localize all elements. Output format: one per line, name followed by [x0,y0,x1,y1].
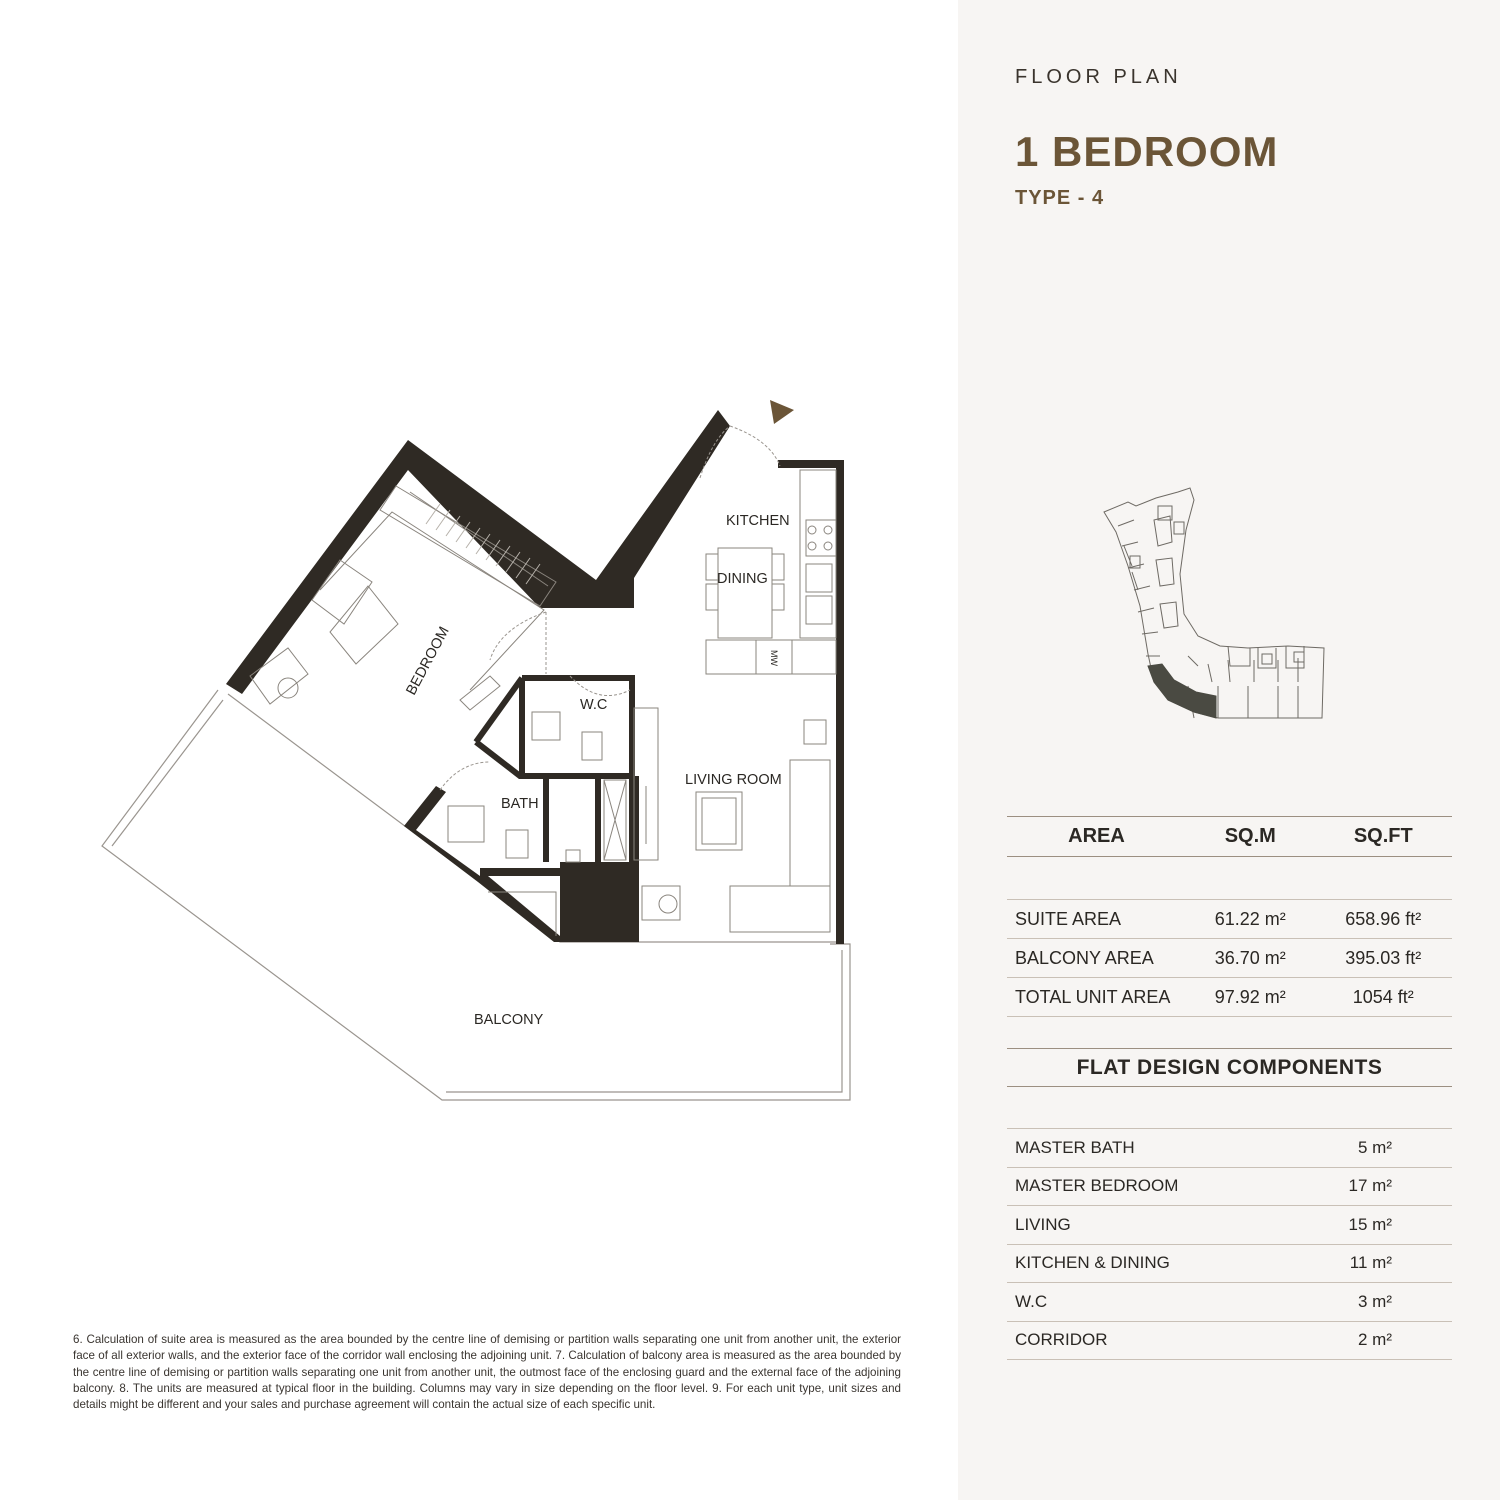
component-value: 5 m² [1284,1129,1452,1168]
component-label: LIVING [1007,1206,1284,1245]
unit-highlight [1148,664,1216,718]
wc-label: W.C [580,697,608,713]
component-value: 2 m² [1284,1321,1452,1360]
key-plan-diagram [1098,486,1330,722]
row-sqm: 97.92 m² [1186,978,1315,1017]
table-row [1007,1167,1452,1206]
table-row [1007,978,1452,1017]
table-row [1007,1129,1452,1168]
section-label: FLOOR PLAN [1015,66,1182,88]
table-row [1007,900,1452,939]
microwave-label: MW [769,650,779,666]
area-header-label: AREA [1007,817,1186,857]
balcony-label: BALCONY [474,1012,544,1028]
component-value: 17 m² [1284,1167,1452,1206]
component-value: 11 m² [1284,1244,1452,1283]
sqm-header: SQ.M [1186,817,1315,857]
balcony-outline [102,690,850,1100]
component-label: MASTER BEDROOM [1007,1167,1284,1206]
floor-plan-drawing [0,0,958,1130]
unit-title: 1 BEDROOM [1015,128,1279,175]
row-sqft: 395.03 ft² [1315,939,1452,978]
row-label: TOTAL UNIT AREA [1007,978,1186,1017]
table-row [1007,1244,1452,1283]
components-title: FLAT DESIGN COMPONENTS [1007,1048,1452,1087]
components-table [1007,1128,1452,1360]
area-table-header [1007,817,1452,857]
kitchen-label: KITCHEN [726,513,790,529]
kitchen-furniture [634,470,836,932]
component-label: W.C [1007,1283,1284,1322]
component-label: CORRIDOR [1007,1321,1284,1360]
row-label: SUITE AREA [1007,900,1186,939]
component-value: 15 m² [1284,1206,1452,1245]
row-sqft: 658.96 ft² [1315,900,1452,939]
unit-type: TYPE - 4 [1015,187,1105,209]
row-sqm: 36.70 m² [1186,939,1315,978]
row-sqft: 1054 ft² [1315,978,1452,1017]
component-label: MASTER BATH [1007,1129,1284,1168]
table-spacer [1007,857,1452,900]
footnote: 6. Calculation of suite area is measured as the area bounded by the centre line of demising or partition walls separating one unit from another unit, the exterior face of all exterior walls, and the exterior face of the corridor wall enclosing the adjoining unit. 7. Calculation of balcony area is measured as the area bounded by the centre line of demising or partition walls separating one unit from another unit, the outmost face of the enclosing guard and the external face of the adjoining balcony. 8. The units are measured at typical floor in the building. Columns may vary in size depending on the floor level. 9. For each unit type, unit sizes and details might be different and your sales and purchase agreement will contain the actual size of each specific unit. [73,1333,901,1412]
row-sqm: 61.22 m² [1186,900,1315,939]
north-arrow-icon [770,400,794,424]
dining-label: DINING [717,571,768,587]
table-row [1007,1321,1452,1360]
component-label: KITCHEN & DINING [1007,1244,1284,1283]
table-row [1007,1206,1452,1245]
area-table [1007,816,1452,1017]
table-row [1007,939,1452,978]
sqft-header: SQ.FT [1315,817,1452,857]
table-row [1007,1283,1452,1322]
component-value: 3 m² [1284,1283,1452,1322]
bedroom-label: BEDROOM [403,624,453,698]
bath-label: BATH [501,796,539,812]
living-room-label: LIVING ROOM [685,772,782,788]
row-label: BALCONY AREA [1007,939,1186,978]
